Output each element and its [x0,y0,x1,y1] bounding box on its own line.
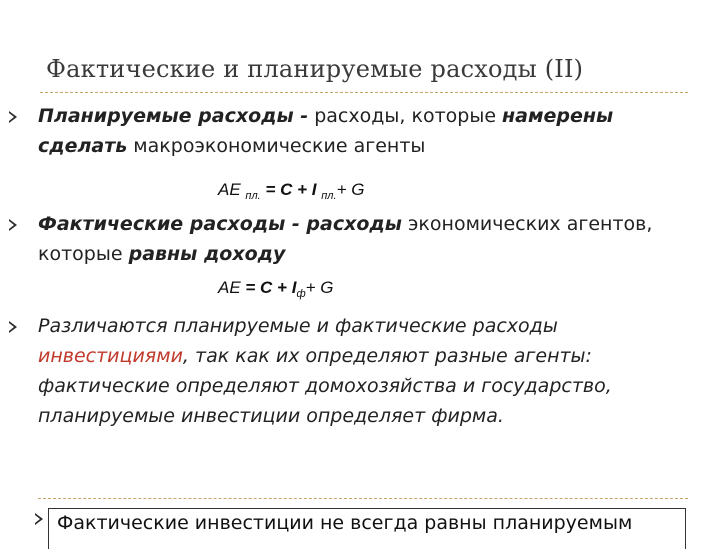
formula-actual [218,278,334,300]
emphasis-investments: инвестициями [38,345,183,367]
formula-ae: AE [218,180,241,199]
formula-eq: = C + I [240,278,297,297]
note-text: Фактические инвестиции не всегда равны планируемым [57,512,633,534]
emphasis: равны доходу [128,243,286,265]
term-planned: Планируемые расходы - [38,105,309,127]
bottom-divider [38,498,688,499]
bullet-arrow-icon [8,219,18,231]
bullet-actual-expenses [38,209,698,269]
formula-tail: + G [305,278,334,297]
note-box [48,508,686,549]
bullet-arrow-icon [8,321,18,333]
bullet-difference [38,311,708,431]
term-actual: Фактические расходы - расходы [38,213,402,235]
text: экономических агентов, которые [38,213,653,265]
formula-sub: ф [296,288,306,300]
text: макроэкономические агенты [127,135,426,157]
emphasis: намерены сделать [38,105,614,157]
formula-sub: пл. [321,190,337,202]
text: Различаются планируемые и фактические расходы [38,315,558,337]
text: , так как их определяют разные агенты: фактические определяют домохозяйства и государство, планируемые инвестиции определяет фирма. [38,345,612,427]
bullet-planned-expenses [38,101,698,161]
formula-tail: + G [336,180,365,199]
formula-eq: = C + I [260,180,322,199]
bullet-arrow-icon [8,111,18,123]
formula-sub: пл. [245,190,261,202]
bullet-arrow-icon [34,510,44,529]
formula-planned [218,180,364,202]
title-divider [40,92,688,93]
formula-ae: AE [218,278,241,297]
text: расходы, которые [308,105,503,127]
slide-title: Фактические и планируемые расходы (II) [46,55,584,83]
